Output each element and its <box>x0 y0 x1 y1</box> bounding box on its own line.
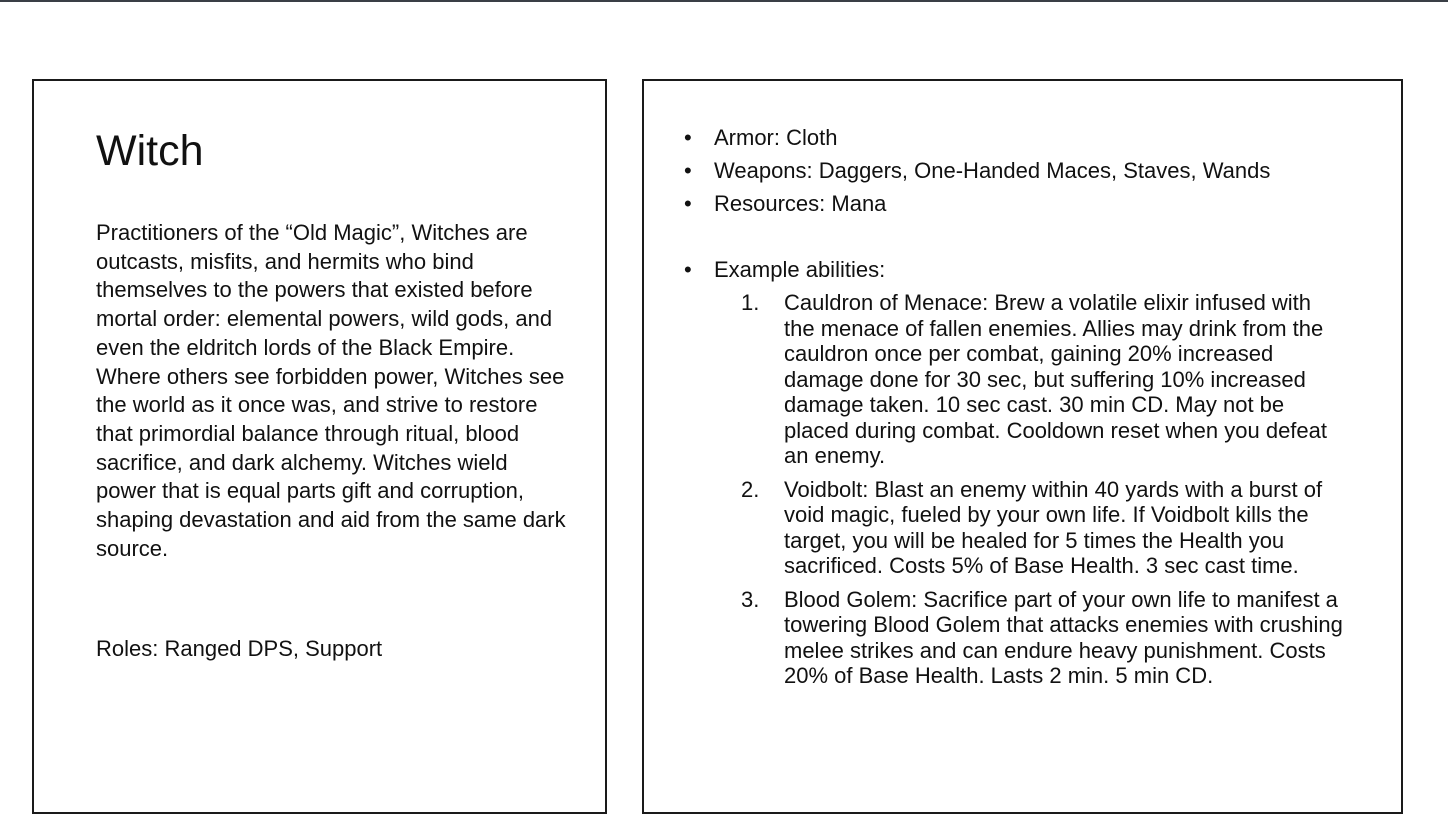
bullet-icon: • <box>684 257 692 282</box>
list-spacer <box>684 220 1384 253</box>
class-details-list <box>684 121 1384 697</box>
abilities-heading: Example abilities: <box>714 257 886 282</box>
resources-text: Resources: Mana <box>714 191 887 216</box>
ability-number: 3. <box>741 586 760 612</box>
bullet-icon: • <box>684 158 692 183</box>
class-title: Witch <box>96 127 204 175</box>
ability-item <box>714 587 1344 689</box>
bullet-icon: • <box>684 191 692 216</box>
ability-item <box>714 290 1344 469</box>
abilities-list <box>714 290 1384 689</box>
ability-number: 1. <box>741 290 760 315</box>
ability-text: Voidbolt: Blast an enemy within 40 yards with a burst of void magic, fueled by your own life. If Voidbolt kills the target, you will be healed for 5 times the Health you sacrificed. Costs 5% of Base Health. 3 sec cast time. <box>784 476 1323 578</box>
list-item-armor <box>684 121 1384 154</box>
class-details-panel <box>642 79 1403 814</box>
ability-text: Cauldron of Menace: Brew a volatile elixir infused with the menace of fallen enemies. Allies may drink from the cauldron once per combat, gaining 20% increased damage done for 30 sec, but suffering 10% increased damage taken. 10 sec cast. 30 min CD. May not be placed during combat. Cooldown reset when you defeat an enemy. <box>784 290 1328 468</box>
top-divider <box>0 0 1448 2</box>
ability-item <box>714 477 1344 579</box>
list-item-abilities <box>684 253 1384 689</box>
armor-text: Armor: Cloth <box>714 125 838 150</box>
class-overview-panel <box>32 79 607 814</box>
weapons-text: Weapons: Daggers, One-Handed Maces, Staves, Wands <box>714 158 1271 183</box>
class-description: Practitioners of the “Old Magic”, Witches are outcasts, misfits, and hermits who bind themselves to the powers that existed before mortal order: elemental powers, wild gods, and even the eldritch lords of the Black Empire. Where others see forbidden power, Witches see the world as it once was, and strive to restore that primordial balance through ritual, blood sacrifice, and dark alchemy. Witches wield power that is equal parts gift and corruption, shaping devastation and aid from the same dark source. <box>96 220 566 561</box>
list-item-resources <box>684 187 1384 220</box>
list-item-weapons <box>684 154 1384 187</box>
class-roles: Roles: Ranged DPS, Support <box>96 636 383 661</box>
ability-number: 2. <box>741 476 760 502</box>
ability-text: Blood Golem: Sacrifice part of your own life to manifest a towering Blood Golem that attacks enemies with crushing melee strikes and can endure heavy punishment. Costs 20% of Base Health. Lasts 2 min. 5 min CD. <box>784 586 1343 688</box>
bullet-icon: • <box>684 125 692 150</box>
